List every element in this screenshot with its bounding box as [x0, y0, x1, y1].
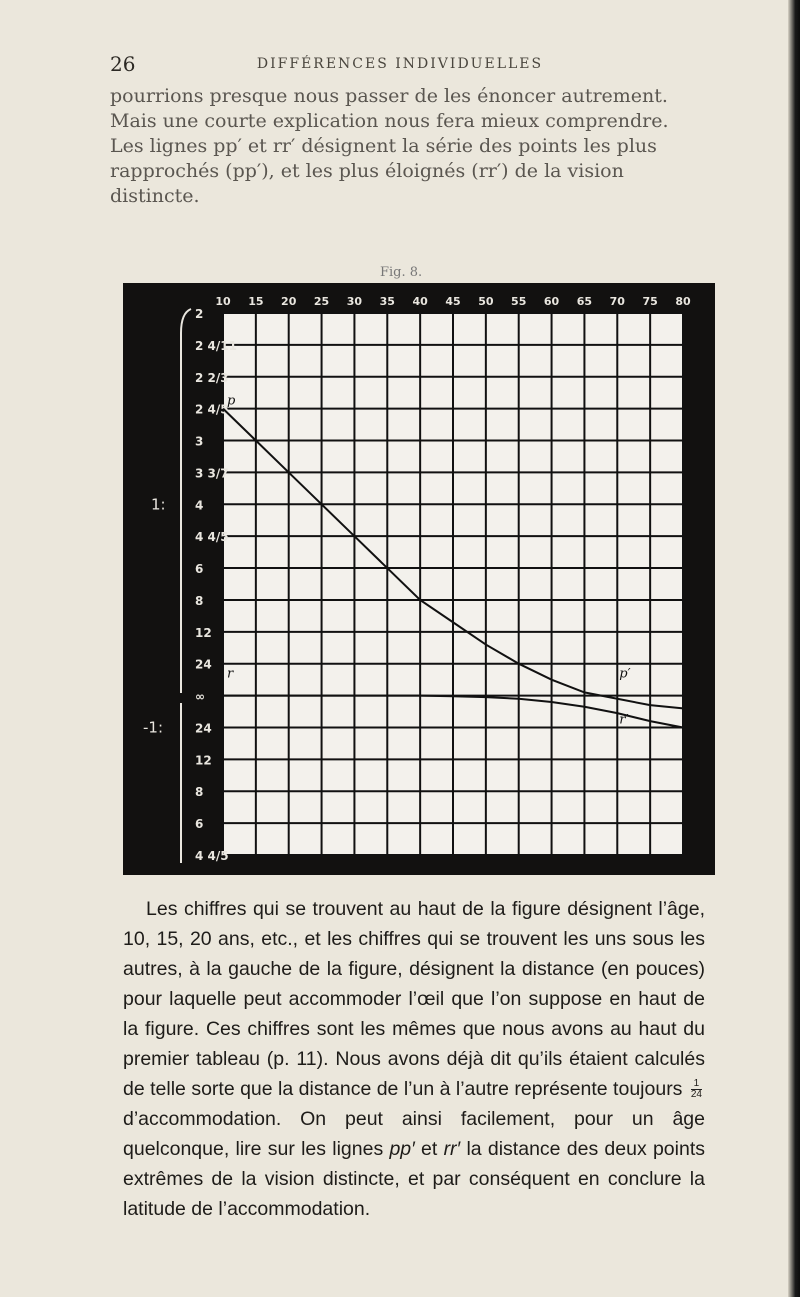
y-tick-label: 12: [195, 625, 212, 640]
x-tick-label: 15: [248, 295, 264, 308]
line-label-p: p: [227, 393, 236, 409]
body-italic-rr: rr′: [443, 1138, 461, 1160]
figure-caption: Fig. 8.: [380, 265, 423, 280]
y-tick-label: 6: [195, 817, 204, 832]
y-tick-label: 12: [195, 753, 212, 768]
x-tick-label: 40: [412, 295, 428, 308]
y-tick-label: 6: [195, 562, 204, 577]
y-tick-label: 24: [195, 657, 212, 672]
y-tick-label: 2 4/5: [195, 402, 229, 417]
chart-svg: [123, 283, 715, 875]
body-text-cont: la distance des deux points extrêmes de la vision distincte, et par conséquent en conclure la latitude de l’accommodation.: [123, 1138, 705, 1220]
intro-line: Mais une courte explication nous fera mieux comprendre.: [110, 110, 669, 132]
body-text-cont: et: [414, 1138, 444, 1160]
line-label-r: r: [227, 666, 234, 682]
line-label-p-prime: p′: [619, 666, 631, 682]
fraction-denominator: 24: [690, 1089, 702, 1101]
y-tick-label: ∞: [195, 689, 205, 704]
y-tick-label: 24: [195, 721, 212, 736]
intro-line: rapprochés (pp′), et les plus éloignés (rr′) de la vision: [110, 160, 624, 182]
x-tick-label: 10: [215, 295, 231, 308]
x-tick-label: 45: [445, 295, 461, 308]
x-tick-label: 20: [281, 295, 297, 308]
intro-line: pourrions presque nous passer de les énoncer autrement.: [110, 85, 668, 107]
line-label-r-prime: r′: [619, 712, 629, 728]
y-tick-label: 3 3/7: [195, 466, 229, 481]
x-tick-label: 30: [346, 295, 363, 308]
x-tick-label: 65: [576, 295, 593, 308]
y-tick-label: 4: [195, 498, 204, 513]
page-number: 26: [110, 52, 136, 76]
y-tick-label: 4 4/5: [195, 849, 229, 863]
y-tick-label: 3: [195, 434, 204, 449]
x-tick-label: 55: [511, 295, 527, 308]
x-tick-label: 35: [379, 295, 395, 308]
y-tick-label: 2 2/3: [195, 370, 229, 385]
body-italic-pp: pp′: [389, 1138, 415, 1160]
body-text-cont: d’accommodation. On peut ainsi facilement, pour un âge quelconque, lire sur les lignes: [123, 1108, 705, 1160]
fraction: [691, 1079, 702, 1100]
bracket-upper: [181, 309, 191, 693]
running-head: DIFFÉRENCES INDIVIDUELLES: [256, 56, 544, 72]
x-tick-label: 25: [313, 295, 330, 308]
figure-8: [123, 283, 715, 875]
group-label-positive: 1:: [151, 495, 166, 514]
x-tick-label: 70: [609, 295, 625, 308]
page-header: [110, 52, 690, 82]
page-edge: [788, 0, 800, 1297]
x-tick-label: 75: [642, 295, 658, 308]
fraction-numerator: 1: [691, 1079, 702, 1090]
intro-line: distincte.: [110, 185, 200, 207]
y-tick-label: 2: [195, 307, 204, 321]
y-tick-label: 8: [195, 785, 204, 800]
body-paragraph: [123, 894, 705, 1224]
y-tick-label: 4 4/5: [195, 530, 229, 545]
y-tick-label: 2 4/11: [195, 338, 237, 353]
intro-paragraph: [110, 84, 710, 209]
intro-line: Les lignes pp′ et rr′ désignent la série des points les plus: [110, 135, 657, 157]
body-text: Les chiffres qui se trouvent au haut de la figure désignent l’âge, 10, 15, 20 ans, etc., et les chiffres qui se trouvent les uns sous les autres, à la gauche de la figure, désignent la distance (en pouces) pour laquelle peut accommoder l’œil que l’on suppose en haut de la figure. Ces chiffres sont les mêmes que nous avons au haut du premier tableau (p. 11). Nous avons déjà dit qu’ils étaient calculés de telle sorte que la distance de l’un à l’autre représente toujours: [123, 898, 705, 1100]
x-tick-label: 50: [478, 295, 494, 308]
x-tick-label: 80: [675, 295, 691, 308]
y-tick-label: 8: [195, 593, 204, 608]
group-label-negative: -1:: [143, 718, 164, 737]
x-tick-label: 60: [543, 295, 560, 308]
